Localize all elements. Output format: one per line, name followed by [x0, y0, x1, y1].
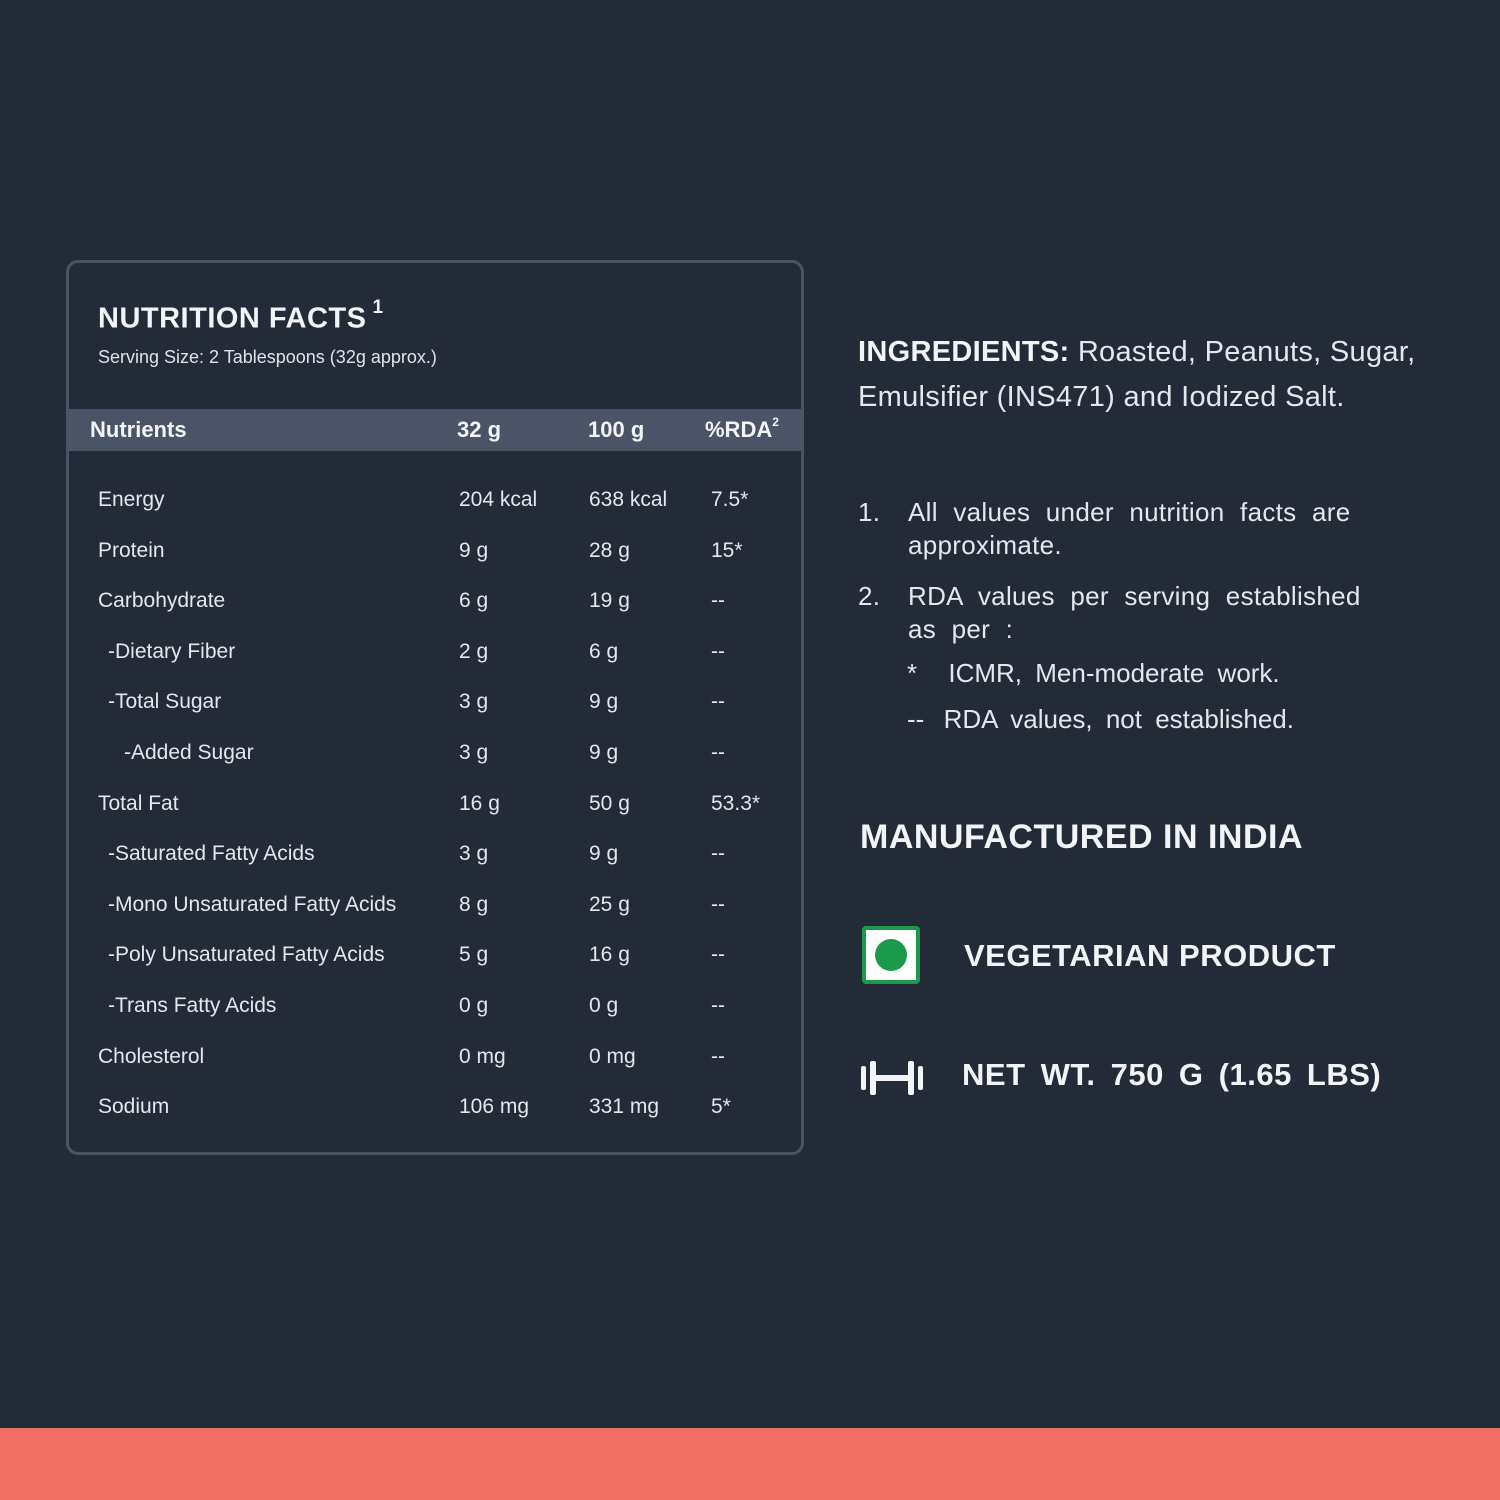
table-row: [69, 539, 801, 579]
header-32g: 32 g: [457, 417, 502, 442]
rda-cell: --: [711, 943, 725, 967]
value-32g-cell: 16 g: [459, 791, 500, 815]
table-row: [69, 741, 801, 781]
rda-cell: 53.3*: [711, 791, 761, 815]
value-32g-cell: 9 g: [459, 538, 489, 562]
table-header: [69, 409, 801, 451]
rda-cell: --: [711, 589, 725, 613]
nutrient-cell: Protein: [98, 538, 165, 562]
nutrient-cell: -Mono Unsaturated Fatty Acids: [108, 892, 397, 916]
value-32g-cell: 3 g: [459, 741, 489, 764]
value-32g-cell: 6 g: [459, 589, 489, 613]
nutrient-cell: -Total Sugar: [108, 690, 222, 714]
rda-cell: 15*: [711, 538, 743, 562]
table-row: [69, 842, 801, 882]
value-100g-cell: 28 g: [589, 538, 630, 562]
header-100g: 100 g: [588, 417, 645, 442]
rda-cell: 7.5*: [711, 488, 749, 511]
nutrient-cell: -Dietary Fiber: [108, 639, 236, 663]
ingredients-text: Roasted, Peanuts, Sugar, Emulsifier (INS471) and Iodized Salt.: [858, 336, 1416, 413]
dumbbell-icon: [860, 1060, 924, 1096]
sub-note-dash: -- RDA values, not established.: [907, 704, 1294, 734]
table-row: [69, 690, 801, 730]
rda-cell: --: [711, 892, 725, 916]
nutrient-cell: Cholesterol: [98, 1044, 205, 1068]
value-100g-cell: 9 g: [589, 741, 619, 764]
nutrition-facts-panel: [66, 260, 804, 1155]
value-100g-cell: 9 g: [589, 842, 619, 866]
value-32g-cell: 0 mg: [459, 1044, 506, 1068]
value-32g-cell: 106 mg: [459, 1095, 530, 1119]
value-32g-cell: 204 kcal: [459, 488, 538, 511]
net-weight: NET WT. 750 G (1.65 LBS): [962, 1057, 1382, 1092]
ingredients-label: INGREDIENTS:: [858, 336, 1070, 368]
rda-cell: --: [711, 741, 725, 764]
value-32g-cell: 0 g: [459, 994, 489, 1017]
table-row: [69, 994, 801, 1034]
value-100g-cell: 638 kcal: [589, 488, 668, 511]
nutrient-cell: Energy: [98, 488, 165, 511]
bottom-accent-bar: [0, 1428, 1500, 1500]
nutrition-facts-title: NUTRITION FACTS $^1$: [98, 297, 384, 335]
rda-cell: --: [711, 842, 725, 866]
value-32g-cell: 8 g: [459, 892, 489, 916]
value-100g-cell: 0 mg: [589, 1044, 636, 1068]
table-row: [69, 488, 801, 528]
vegetarian-label: VEGETARIAN PRODUCT: [964, 938, 1336, 973]
manufactured-in-india: MANUFACTURED IN INDIA: [860, 818, 1304, 856]
vegetarian-icon: [862, 926, 920, 984]
nutrient-cell: -Poly Unsaturated Fatty Acids: [108, 943, 385, 967]
table-row: [69, 792, 801, 832]
value-100g-cell: 6 g: [589, 639, 619, 663]
value-32g-cell: 3 g: [459, 690, 489, 714]
rda-cell: --: [711, 639, 725, 663]
table-row: [69, 640, 801, 680]
nutrient-cell: Total Fat: [98, 791, 179, 815]
value-100g-cell: 0 g: [589, 994, 619, 1017]
value-32g-cell: 3 g: [459, 842, 489, 866]
ingredients: [858, 330, 1458, 420]
value-32g-cell: 5 g: [459, 943, 489, 967]
value-100g-cell: 16 g: [589, 943, 630, 967]
value-100g-cell: 50 g: [589, 791, 630, 815]
value-100g-cell: 25 g: [589, 892, 630, 916]
nutrient-cell: Sodium: [98, 1095, 170, 1119]
nutrient-cell: Carbohydrate: [98, 589, 226, 613]
rda-cell: --: [711, 1044, 725, 1068]
header-rda: %RDA$^2$: [705, 414, 779, 442]
sub-note-asterisk: * ICMR, Men-moderate work.: [907, 658, 1280, 688]
nutrient-cell: -Trans Fatty Acids: [108, 994, 277, 1017]
rda-cell: --: [711, 994, 725, 1017]
value-100g-cell: 9 g: [589, 690, 619, 714]
nutrient-cell: -Saturated Fatty Acids: [108, 842, 315, 866]
value-100g-cell: 331 mg: [589, 1095, 660, 1119]
table-row: [69, 589, 801, 629]
value-32g-cell: 2 g: [459, 639, 489, 663]
rda-cell: 5*: [711, 1095, 731, 1119]
value-100g-cell: 19 g: [589, 589, 630, 613]
table-row: [69, 1095, 801, 1135]
header-nutrients: Nutrients: [90, 417, 187, 442]
table-row: [69, 893, 801, 933]
serving-size: Serving Size: 2 Tablespoons (32g approx.): [98, 347, 437, 367]
table-row: [69, 1045, 801, 1085]
nutrient-cell: -Added Sugar: [124, 741, 254, 764]
table-row: [69, 943, 801, 983]
rda-cell: --: [711, 690, 725, 714]
